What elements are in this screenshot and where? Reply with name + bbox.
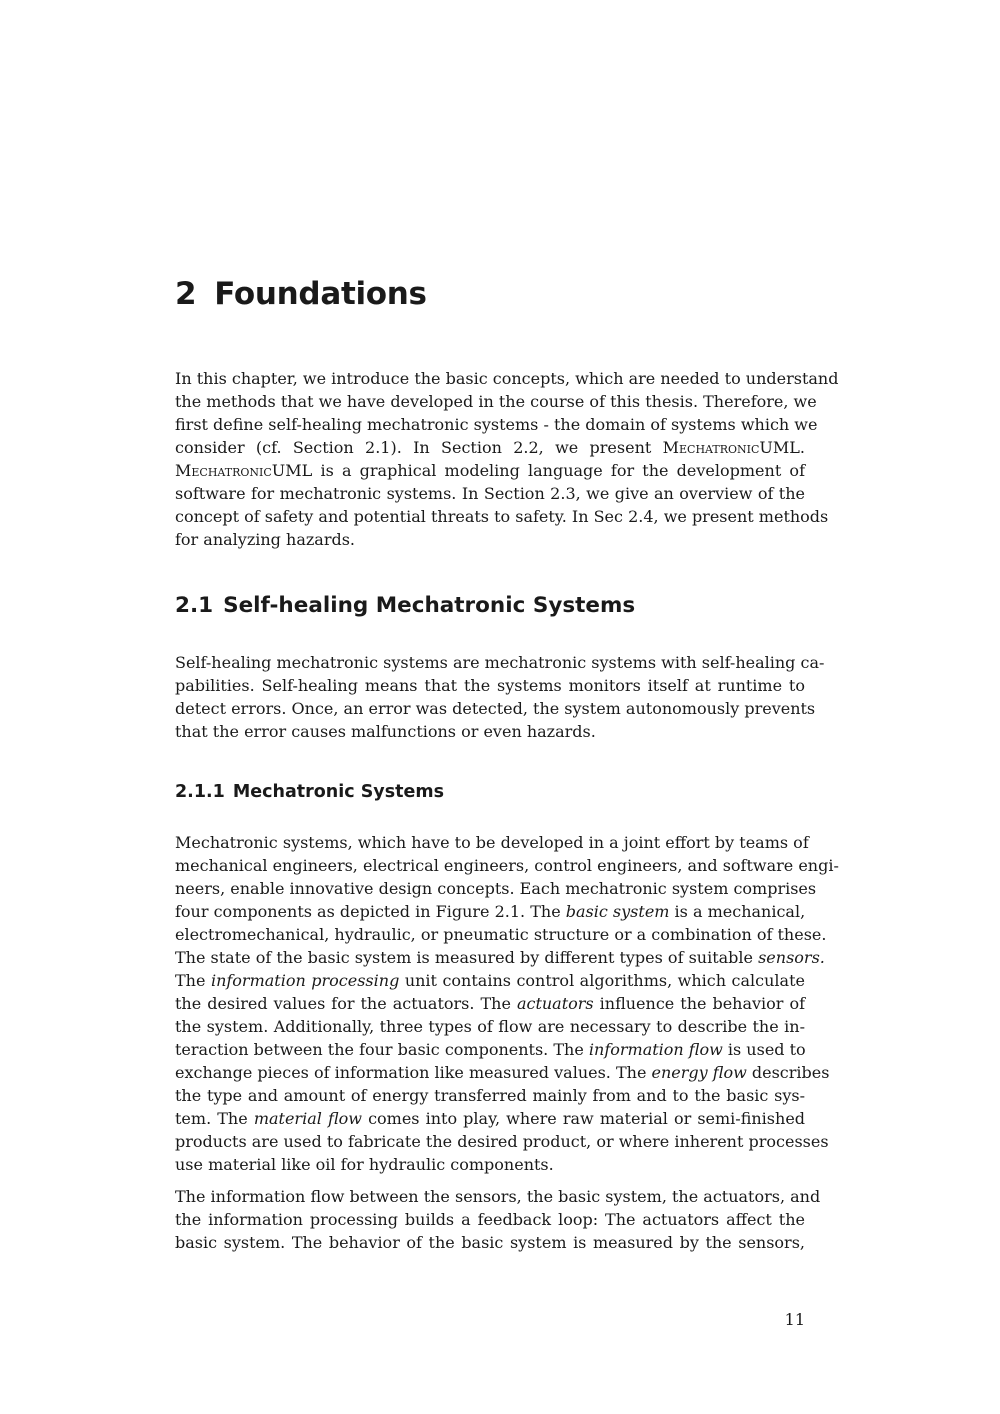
chapter-number: 2 xyxy=(175,276,197,312)
text-run: is used to xyxy=(727,1040,806,1059)
text-line: neers, enable innovative design concepts. Each mechatronic system comprises xyxy=(175,879,817,898)
subsection-paragraph-2 xyxy=(175,1185,821,1254)
text-run: teraction between the four basic components. The xyxy=(175,1040,584,1059)
text-run: The state of the basic system is measured by different types of suitable xyxy=(175,948,753,967)
text-line: detect errors. Once, an error was detected, the system autonomously prevents xyxy=(175,699,816,718)
text-run: is a graphical modeling language for the development of xyxy=(320,461,805,480)
text-line: In this chapter, we introduce the basic concepts, which are needed to understand xyxy=(175,369,839,388)
text-line xyxy=(175,1038,805,1061)
text-line xyxy=(175,436,805,459)
text-run: exchange pieces of information like measured values. The xyxy=(175,1063,647,1082)
text-line: basic system. The behavior of the basic system is measured by the sensors, xyxy=(175,1233,805,1252)
text-run: consider (cf. Section 2.1). In Section 2.2, we present xyxy=(175,438,652,457)
term-basic-system: basic system xyxy=(565,902,670,921)
text-line: the information processing builds a feedback loop: The actuators affect the xyxy=(175,1210,805,1229)
text-line: concept of safety and potential threats to safety. In Sec 2.4, we present methods xyxy=(175,507,829,526)
intro-paragraph xyxy=(175,367,839,551)
text-line: the methods that we have developed in the course of this thesis. Therefore, we xyxy=(175,392,817,411)
term-actuators: actuators xyxy=(516,994,594,1013)
text-line: first define self-healing mechatronic systems - the domain of systems which we xyxy=(175,415,818,434)
term-information-flow: information flow xyxy=(588,1040,723,1059)
text-run: comes into play, where raw material or semi-finished xyxy=(368,1109,806,1128)
text-line: the type and amount of energy transferred mainly from and to the basic sys- xyxy=(175,1086,805,1105)
text-line: the system. Additionally, three types of flow are necessary to describe the in- xyxy=(175,1017,805,1036)
text-line: mechanical engineers, electrical engineers, control engineers, and software engi- xyxy=(175,856,839,875)
subsection-title-text: Mechatronic Systems xyxy=(232,782,445,802)
term-energy-flow: energy flow xyxy=(651,1063,747,1082)
text-line: Mechatronic systems, which have to be developed in a joint effort by teams of xyxy=(175,833,809,852)
text-run: is a mechanical, xyxy=(674,902,806,921)
text-line xyxy=(175,969,805,992)
text-run: four components as depicted in Figure 2.1. The xyxy=(175,902,561,921)
text-line: for analyzing hazards. xyxy=(175,530,356,549)
text-run: tem. The xyxy=(175,1109,248,1128)
text-line: software for mechatronic systems. In Section 2.3, we give an overview of the xyxy=(175,484,805,503)
text-line: use material like oil for hydraulic components. xyxy=(175,1155,554,1174)
term-information-processing: information processing xyxy=(210,971,400,990)
text-line: products are used to fabricate the desired product, or where inherent processes xyxy=(175,1132,829,1151)
term-material-flow: material flow xyxy=(253,1109,362,1128)
text-line xyxy=(175,946,825,969)
subsection-title xyxy=(175,782,444,802)
text-line: electromechanical, hydraulic, or pneumatic structure or a combination of these. xyxy=(175,925,827,944)
subsection-number: 2.1.1 xyxy=(175,782,225,802)
term-mechatronicuml: MechatronicUML xyxy=(175,461,313,480)
text-line xyxy=(175,1107,805,1130)
section-paragraph xyxy=(175,651,825,743)
text-line: pabilities. Self-healing means that the systems monitors itself at runtime to xyxy=(175,676,805,695)
text-run: The xyxy=(175,971,206,990)
section-title xyxy=(175,593,635,618)
section-title-text: Self-healing Mechatronic Systems xyxy=(223,593,636,618)
page-number: 11 xyxy=(784,1310,805,1329)
text-run: influence the behavior of xyxy=(599,994,806,1013)
text-line: Self-healing mechatronic systems are mechatronic systems with self-healing ca- xyxy=(175,653,825,672)
term-sensors: sensors. xyxy=(758,948,825,967)
text-line xyxy=(175,1061,830,1084)
text-run: unit contains control algorithms, which calculate xyxy=(404,971,805,990)
chapter-title xyxy=(175,276,427,312)
term-mechatronicuml: MechatronicUML. xyxy=(662,438,805,457)
text-line: that the error causes malfunctions or even hazards. xyxy=(175,722,596,741)
text-line xyxy=(175,900,805,923)
text-run: the desired values for the actuators. The xyxy=(175,994,511,1013)
text-line xyxy=(175,459,805,482)
text-run: describes xyxy=(751,1063,830,1082)
text-line: The information flow between the sensors, the basic system, the actuators, and xyxy=(175,1187,821,1206)
chapter-title-text: Foundations xyxy=(214,276,427,312)
text-line xyxy=(175,992,805,1015)
subsection-paragraph-1 xyxy=(175,831,839,1176)
section-number: 2.1 xyxy=(175,593,214,618)
